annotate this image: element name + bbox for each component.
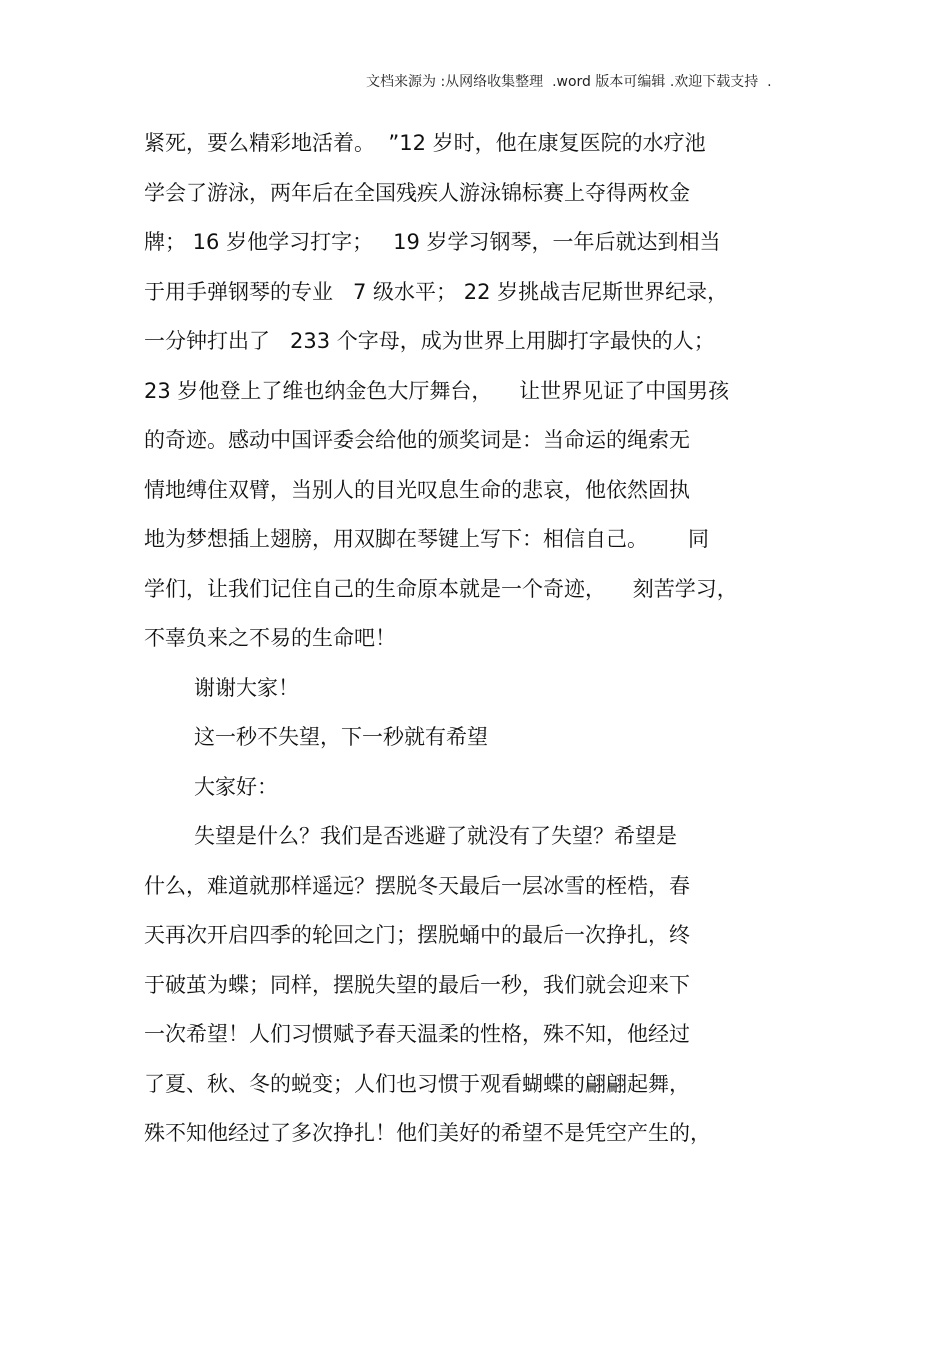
body-line: 殊不知他经过了多次挣扎！他们美好的希望不是凭空产生的， [144,1121,711,1145]
greeting-line: 大家好： [194,774,278,799]
body-line: 23 岁他登上了维也纳金色大厅舞台， 让世界见证了中国男孩 [144,378,730,403]
body-line: 于破茧为蝶；同样，摆脱失望的最后一秒，我们就会迎来下 [144,972,690,997]
body-line: 什么，难道就那样遥远？摆脱冬天最后一层冰雪的桎梏，春 [144,873,690,898]
document-source-note: 文档来源为 :从网络收集整理 .word 版本可编辑 .欢迎下载支持 . [366,74,772,90]
body-line: 情地缚住双臂，当别人的目光叹息生命的悲哀，他依然固执 [144,477,690,502]
body-line: 牌； 16 岁他学习打字； 19 岁学习钢琴，一年后就达到相当 [144,230,721,254]
body-line: 了夏、秋、冬的蜕变；人们也习惯于观看蝴蝶的翩翩起舞， [144,1071,690,1096]
body-line: 天再次开启四季的轮回之门；摆脱蛹中的最后一次挣扎，终 [144,923,690,947]
body-line: 的奇迹。感动中国评委会给他的颁奖词是：当命运的绳索无 [144,428,690,452]
closing-line: 谢谢大家！ [194,675,299,700]
document-body [144,123,824,1163]
body-line: 一次希望！人们习惯赋予春天温柔的性格，殊不知，他经过 [144,1022,690,1046]
section-title: 这一秒不失望，下一秒就有希望 [194,725,488,749]
paragraph-start: 失望是什么？我们是否逃避了就没有了失望？希望是 [194,824,677,848]
body-line: 地为梦想插上翅膀，用双脚在琴键上写下：相信自己。 同 [144,527,710,551]
body-line: 于用手弹钢琴的专业 7 级水平； 22 岁挑战吉尼斯世界纪录， [144,279,729,304]
body-line: 学会了游泳，两年后在全国残疾人游泳锦标赛上夺得两枚金 [144,180,690,205]
body-line: 紧死，要么精彩地活着。 ”12 岁时，他在康复医院的水疗池 [144,131,706,155]
body-line: 学们，让我们记住自己的生命原本就是一个奇迹， 刻苦学习， [144,576,738,601]
body-line: 不辜负来之不易的生命吧！ [144,626,396,650]
body-line: 一分钟打出了 233 个字母，成为世界上用脚打字最快的人； [144,329,715,353]
